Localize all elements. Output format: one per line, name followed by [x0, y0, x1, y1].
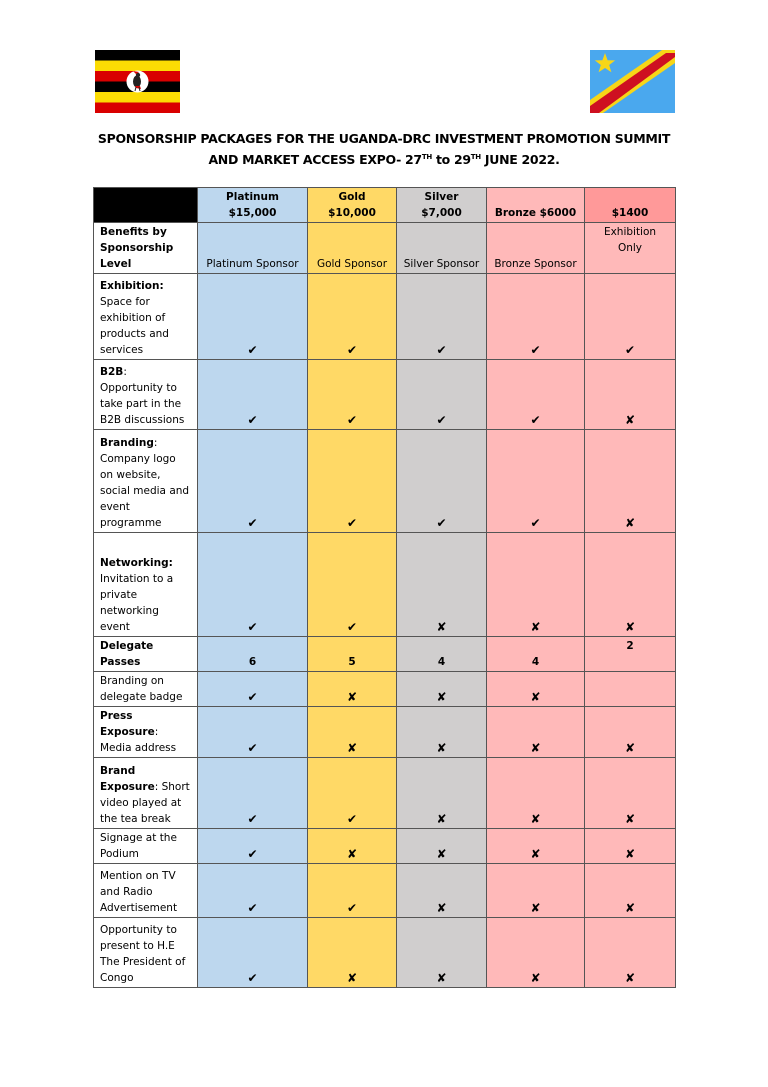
- cross-icon: ✘: [585, 829, 676, 864]
- row-label: [94, 533, 198, 637]
- delegate-count: 6: [198, 637, 308, 672]
- row-label: Opportunity to present to H.E The President of Congo: [94, 918, 198, 988]
- cross-icon: ✘: [487, 533, 585, 637]
- cross-icon: ✘: [585, 758, 676, 829]
- row-desc: : Company logo on website, social media and event programme: [100, 437, 190, 529]
- check-icon: ✔: [198, 533, 308, 637]
- cross-icon: ✘: [585, 430, 676, 533]
- level-exhibition: Exhibition Only: [585, 223, 676, 274]
- row-label: [94, 758, 198, 829]
- check-icon: ✔: [198, 360, 308, 430]
- row-label: [94, 274, 198, 360]
- table-row: [94, 637, 676, 672]
- row-title: Delegate Passes: [94, 637, 198, 672]
- row-desc: Space for exhibition of products and services: [100, 296, 169, 356]
- cross-icon: ✘: [397, 864, 487, 918]
- check-icon: ✔: [308, 758, 397, 829]
- level-header-row: [94, 223, 676, 274]
- price-exhibition: $1400: [585, 188, 676, 223]
- level-bronze: Bronze Sponsor: [487, 223, 585, 274]
- delegate-count: 4: [487, 637, 585, 672]
- cross-icon: ✘: [487, 672, 585, 707]
- price-header-row: [94, 188, 676, 223]
- price-bronze: Bronze $6000: [487, 188, 585, 223]
- check-icon: ✔: [198, 829, 308, 864]
- row-label: Branding on delegate badge: [94, 672, 198, 707]
- check-icon: ✔: [397, 274, 487, 360]
- cross-icon: ✘: [308, 672, 397, 707]
- cross-icon: ✘: [487, 758, 585, 829]
- check-icon: ✔: [487, 360, 585, 430]
- table-row: [94, 430, 676, 533]
- price-silver: Silver $7,000: [397, 188, 487, 223]
- table-row: [94, 918, 676, 988]
- title-part-c: JUNE 2022.: [480, 152, 560, 167]
- row-desc: : Opportunity to take part in the B2B discussions: [100, 366, 185, 426]
- drc-flag-icon: [590, 50, 675, 113]
- check-icon: ✔: [585, 274, 676, 360]
- row-title: Press Exposure: [100, 710, 155, 738]
- cross-icon: ✘: [308, 918, 397, 988]
- cross-icon: ✘: [585, 360, 676, 430]
- check-icon: ✔: [198, 274, 308, 360]
- check-icon: ✔: [397, 360, 487, 430]
- row-desc: Invitation to a private networking event: [100, 573, 174, 633]
- level-gold: Gold Sponsor: [308, 223, 397, 274]
- table-row: [94, 758, 676, 829]
- title-part-b: to 29: [431, 152, 471, 167]
- check-icon: ✔: [308, 274, 397, 360]
- cross-icon: ✘: [585, 533, 676, 637]
- cross-icon: ✘: [308, 707, 397, 758]
- cross-icon: ✘: [585, 918, 676, 988]
- title-sup-1: TH: [421, 153, 432, 161]
- row-label: [94, 360, 198, 430]
- cross-icon: ✘: [487, 829, 585, 864]
- table-row: [94, 274, 676, 360]
- price-platinum: Platinum $15,000: [198, 188, 308, 223]
- row-title: B2B: [100, 366, 124, 378]
- row-desc: : Short video played at the tea break: [100, 781, 190, 825]
- table-row: [94, 707, 676, 758]
- price-gold: Gold $10,000: [308, 188, 397, 223]
- title-part-a: AND MARKET ACCESS EXPO- 27: [208, 152, 422, 167]
- delegate-count: 2: [585, 637, 676, 672]
- cross-icon: ✘: [585, 864, 676, 918]
- title-line-1: SPONSORSHIP PACKAGES FOR THE UGANDA-DRC INVESTMENT PROMOTION SUMMIT: [97, 131, 671, 146]
- row-title: Brand Exposure: [100, 765, 155, 793]
- title-sup-2: TH: [470, 153, 481, 161]
- level-header-label: Benefits by Sponsorship Level: [94, 223, 198, 274]
- row-desc: : Media address: [100, 726, 177, 754]
- table-row: [94, 533, 676, 637]
- table-row: [94, 829, 676, 864]
- check-icon: ✔: [487, 430, 585, 533]
- check-icon: ✔: [308, 430, 397, 533]
- check-icon: ✔: [198, 864, 308, 918]
- table-row: [94, 672, 676, 707]
- cross-icon: ✘: [585, 707, 676, 758]
- title-line-2: [60, 149, 708, 170]
- row-label: Signage at the Podium: [94, 829, 198, 864]
- row-label: [94, 430, 198, 533]
- uganda-flag-icon: [95, 50, 180, 113]
- level-platinum: Platinum Sponsor: [198, 223, 308, 274]
- cross-icon: ✘: [397, 918, 487, 988]
- cross-icon: ✘: [308, 829, 397, 864]
- check-icon: ✔: [487, 274, 585, 360]
- sponsorship-table: [93, 187, 676, 988]
- check-icon: ✔: [198, 758, 308, 829]
- empty-cell: [585, 672, 676, 707]
- row-title: Networking:: [100, 557, 173, 569]
- check-icon: ✔: [308, 864, 397, 918]
- check-icon: ✔: [308, 533, 397, 637]
- row-title: Exhibition:: [100, 280, 164, 292]
- check-icon: ✔: [198, 707, 308, 758]
- cross-icon: ✘: [487, 918, 585, 988]
- table-row: [94, 864, 676, 918]
- table-row: [94, 360, 676, 430]
- cross-icon: ✘: [397, 758, 487, 829]
- cross-icon: ✘: [487, 707, 585, 758]
- check-icon: ✔: [308, 360, 397, 430]
- cross-icon: ✘: [397, 829, 487, 864]
- level-silver: Silver Sponsor: [397, 223, 487, 274]
- row-label: [94, 707, 198, 758]
- cross-icon: ✘: [487, 864, 585, 918]
- check-icon: ✔: [198, 672, 308, 707]
- check-icon: ✔: [198, 918, 308, 988]
- delegate-count: 5: [308, 637, 397, 672]
- row-title: Branding: [100, 437, 154, 449]
- cross-icon: ✘: [397, 707, 487, 758]
- row-label: Mention on TV and Radio Advertisement: [94, 864, 198, 918]
- header-corner-cell: [94, 188, 198, 223]
- cross-icon: ✘: [397, 533, 487, 637]
- check-icon: ✔: [198, 430, 308, 533]
- check-icon: ✔: [397, 430, 487, 533]
- page-title: [60, 128, 708, 170]
- delegate-count: 4: [397, 637, 487, 672]
- cross-icon: ✘: [397, 672, 487, 707]
